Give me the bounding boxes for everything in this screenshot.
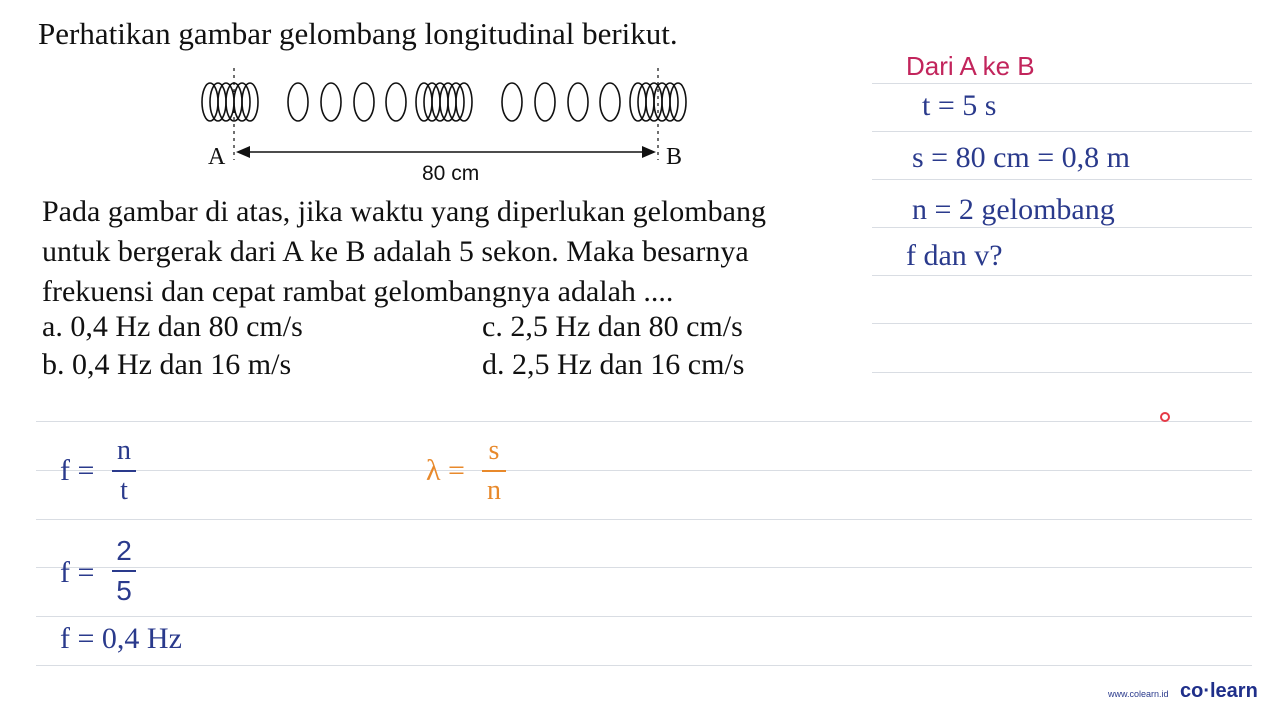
- distance-label: 80 cm: [422, 162, 480, 185]
- formula-lhs: λ =: [426, 454, 465, 487]
- point-b-label: B: [666, 144, 683, 170]
- formula-denominator: 5: [116, 575, 132, 606]
- paragraph-line: Pada gambar di atas, jika waktu yang diperlukan gelombang: [42, 195, 766, 228]
- option-c: c. 2,5 Hz dan 80 cm/s: [482, 310, 743, 343]
- given-wave-count: n = 2 gelombang: [912, 193, 1115, 226]
- option-b: b. 0,4 Hz dan 16 m/s: [42, 348, 292, 381]
- option-d: d. 2,5 Hz dan 16 cm/s: [482, 348, 745, 381]
- ruled-line: [36, 519, 1252, 520]
- formula-numerator: n: [117, 435, 131, 466]
- paragraph-line: untuk bergerak dari A ke B adalah 5 sekon. Maka besarnya: [42, 235, 749, 268]
- point-a-label: A: [208, 144, 226, 170]
- ruled-line: [36, 616, 1252, 617]
- ruled-line: [36, 665, 1252, 666]
- given-heading: Dari A ke B: [906, 51, 1035, 81]
- question-paragraph: [42, 192, 872, 312]
- paragraph-line: frekuensi dan cepat rambat gelombangnya adalah ....: [42, 275, 674, 308]
- ruled-line: [872, 323, 1252, 324]
- ruled-line: [36, 470, 1252, 471]
- wavelength-formula: [426, 434, 546, 514]
- given-time: t = 5 s: [922, 89, 997, 122]
- formula-lhs: f =: [60, 556, 95, 589]
- ruled-line: [36, 567, 1252, 568]
- brand-url: www.colearn.id: [1108, 689, 1169, 699]
- formula-denominator: t: [120, 475, 128, 506]
- pointer-dot: [1160, 412, 1170, 422]
- question-title: Perhatikan gambar gelombang longitudinal berikut.: [38, 16, 678, 51]
- brand-logo: co·learn: [1180, 680, 1258, 702]
- ruled-line: [36, 421, 1252, 422]
- ruled-line: [872, 179, 1252, 180]
- frequency-substitution: [60, 534, 180, 614]
- formula-lhs: f =: [60, 454, 95, 487]
- formula-numerator: 2: [116, 535, 132, 566]
- asked-quantities: f dan v?: [906, 239, 1003, 272]
- ruled-line: [872, 372, 1252, 373]
- formula-denominator: n: [487, 475, 501, 506]
- formula-numerator: s: [488, 435, 500, 466]
- frequency-formula: [60, 434, 180, 514]
- given-distance: s = 80 cm = 0,8 m: [912, 141, 1130, 174]
- frequency-result: f = 0,4 Hz: [60, 622, 182, 655]
- ruled-line: [872, 131, 1252, 132]
- option-a: a. 0,4 Hz dan 80 cm/s: [42, 310, 303, 343]
